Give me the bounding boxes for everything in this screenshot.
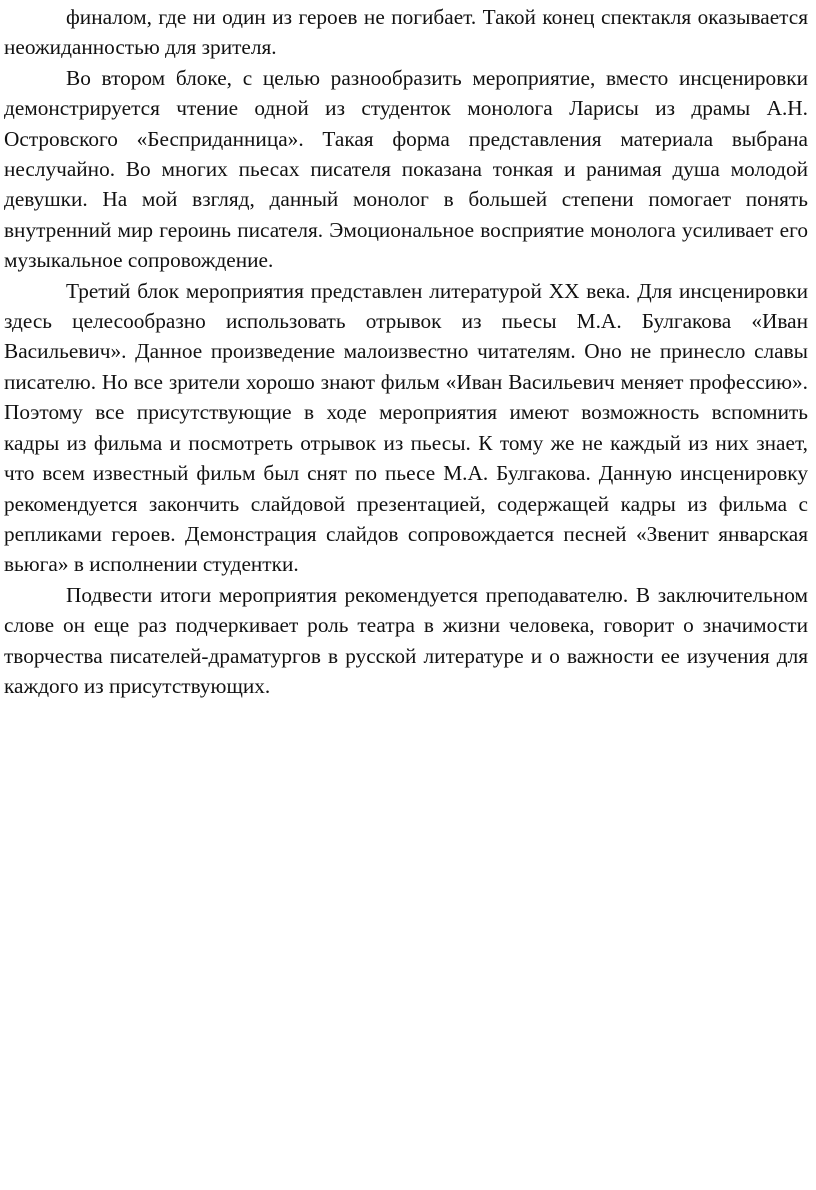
- paragraph-conclusion: Подвести итоги мероприятия рекомендуется преподавателю. В заключительном слове он еще раз подчеркивает роль театра в жизни человека, говорит о значимости творчества писателей-драматургов в русской литературе и о важности ее изучения для каждого из присутствующих.: [4, 582, 808, 698]
- paragraph-continuation: финалом, где ни один из героев не погибает. Такой конец спектакля оказывается неожиданностью для зрителя.: [4, 5, 808, 60]
- paragraph-third-block: Третий блок мероприятия представлен литературой XX века. Для инсценировки здесь целесообразно использовать отрывок из пьесы М.А. Булгакова «Иван Васильевич». Данное произведение малоизвестно читателям. Оно не принесло славы писателю. Но все зрители хорошо знают фильм «Иван Васильевич меняет профессию». Поэтому все присутствующие в ходе мероприятия имеют возможность вспомнить кадры из фильма и посмотреть отрывок из пьесы. К тому же не каждый из них знает, что всем известный фильм был снят по пьесе М.А. Булгакова. Данную инсценировку рекомендуется закончить слайдовой презентацией, содержащей кадры из фильма с репликами героев. Демонстрация слайдов сопровождается песней «Звенит январская вьюга» в исполнении студентки.: [4, 278, 808, 577]
- paragraph-second-block: Во втором блоке, с целью разнообразить мероприятие, вместо инсценировки демонстрируется чтение одной из студенток монолога Ларисы из драмы А.Н. Островского «Бесприданница». Такая форма представления материала выбрана неслучайно. Во многих пьесах писателя показана тонкая и ранимая душа молодой девушки. На мой взгляд, данный монолог в большей степени помогает понять внутренний мир героинь писателя. Эмоциональное восприятие монолога усиливает его музыкальное сопровождение.: [4, 65, 808, 273]
